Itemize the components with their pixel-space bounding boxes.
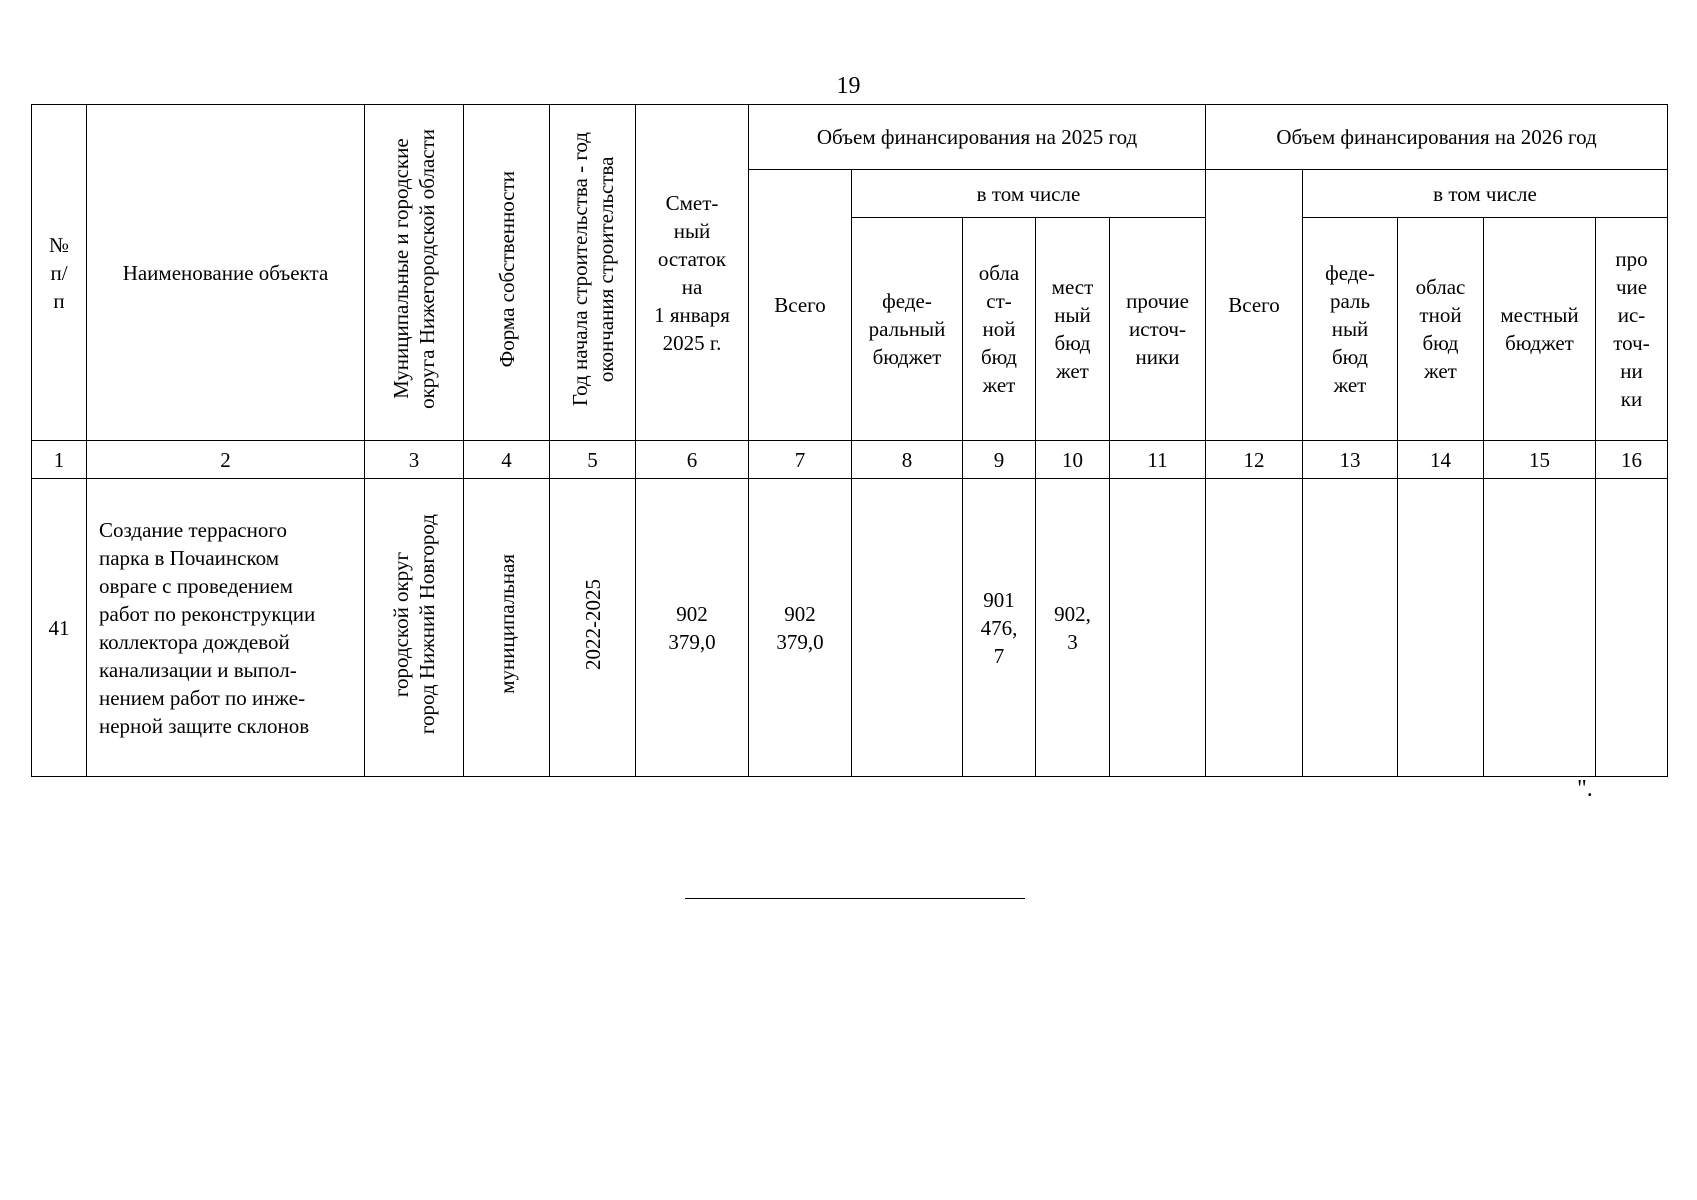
column-number: 8 <box>852 441 963 479</box>
row-loc-2026 <box>1484 479 1596 777</box>
page-number: 19 <box>836 73 861 99</box>
row-reg-2025: 901 476, 7 <box>963 479 1036 777</box>
row-oth-2025 <box>1110 479 1206 777</box>
column-number: 15 <box>1484 441 1596 479</box>
row-fed-2026 <box>1303 479 1398 777</box>
column-number: 2 <box>87 441 365 479</box>
closing-quote-mark: ". <box>1577 776 1593 802</box>
column-number: 10 <box>1036 441 1110 479</box>
column-number: 12 <box>1206 441 1303 479</box>
header-fed-2026: феде- раль ный бюд жет <box>1303 218 1398 441</box>
column-number: 13 <box>1303 441 1398 479</box>
row-oth-2026 <box>1596 479 1668 777</box>
row-balance: 902 379,0 <box>636 479 749 777</box>
header-group-2026: Объем финансирования на 2026 год <box>1206 105 1668 170</box>
column-number: 14 <box>1398 441 1484 479</box>
row-reg-2026 <box>1398 479 1484 777</box>
row-name: Создание террасного парка в Почаинском овраге с проведением работ по реконструкции коллектора дождевой канализации и выпол- нением работ по инже- нерной защите склонов <box>87 479 365 777</box>
header-total-2026: Всего <box>1206 170 1303 441</box>
table-row <box>32 479 1668 777</box>
column-number: 9 <box>963 441 1036 479</box>
column-number: 6 <box>636 441 749 479</box>
column-number: 11 <box>1110 441 1206 479</box>
header-oth-2025: прочие источ- ники <box>1110 218 1206 441</box>
header-group-2025: Объем финансирования на 2025 год <box>749 105 1206 170</box>
row-num: 41 <box>32 479 87 777</box>
column-number: 1 <box>32 441 87 479</box>
header-municipal: Муниципальные и городские округа Нижегородской области <box>365 105 464 441</box>
row-fed-2025 <box>852 479 963 777</box>
header-loc-2026: местный бюджет <box>1484 218 1596 441</box>
row-ownership: муниципальная <box>464 479 550 777</box>
column-number: 7 <box>749 441 852 479</box>
column-number-row <box>32 441 1668 479</box>
header-incl-2025: в том числе <box>852 170 1206 218</box>
column-number: 16 <box>1596 441 1668 479</box>
header-num: № п/ п <box>32 105 87 441</box>
header-loc-2025: мест ный бюд жет <box>1036 218 1110 441</box>
header-total-2025: Всего <box>749 170 852 441</box>
column-number: 4 <box>464 441 550 479</box>
column-number: 3 <box>365 441 464 479</box>
header-oth-2026: про чие ис- точ- ни ки <box>1596 218 1668 441</box>
header-balance: Смет- ный остаток на 1 января 2025 г. <box>636 105 749 441</box>
row-total-2025: 902 379,0 <box>749 479 852 777</box>
header-years: Год начала строительства - год окончания строительства <box>550 105 636 441</box>
row-total-2026 <box>1206 479 1303 777</box>
row-municipal: городской округ город Нижний Новгород <box>365 479 464 777</box>
column-number: 5 <box>550 441 636 479</box>
header-ownership: Форма собственности <box>464 105 550 441</box>
header-reg-2026: облас тной бюд жет <box>1398 218 1484 441</box>
financing-table <box>31 104 1668 777</box>
header-reg-2025: обла ст- ной бюд жет <box>963 218 1036 441</box>
row-loc-2025: 902, 3 <box>1036 479 1110 777</box>
header-incl-2026: в том числе <box>1303 170 1668 218</box>
end-divider-line <box>685 898 1025 899</box>
header-name: Наименование объекта <box>87 105 365 441</box>
header-fed-2025: феде- ральный бюджет <box>852 218 963 441</box>
row-years: 2022-2025 <box>550 479 636 777</box>
